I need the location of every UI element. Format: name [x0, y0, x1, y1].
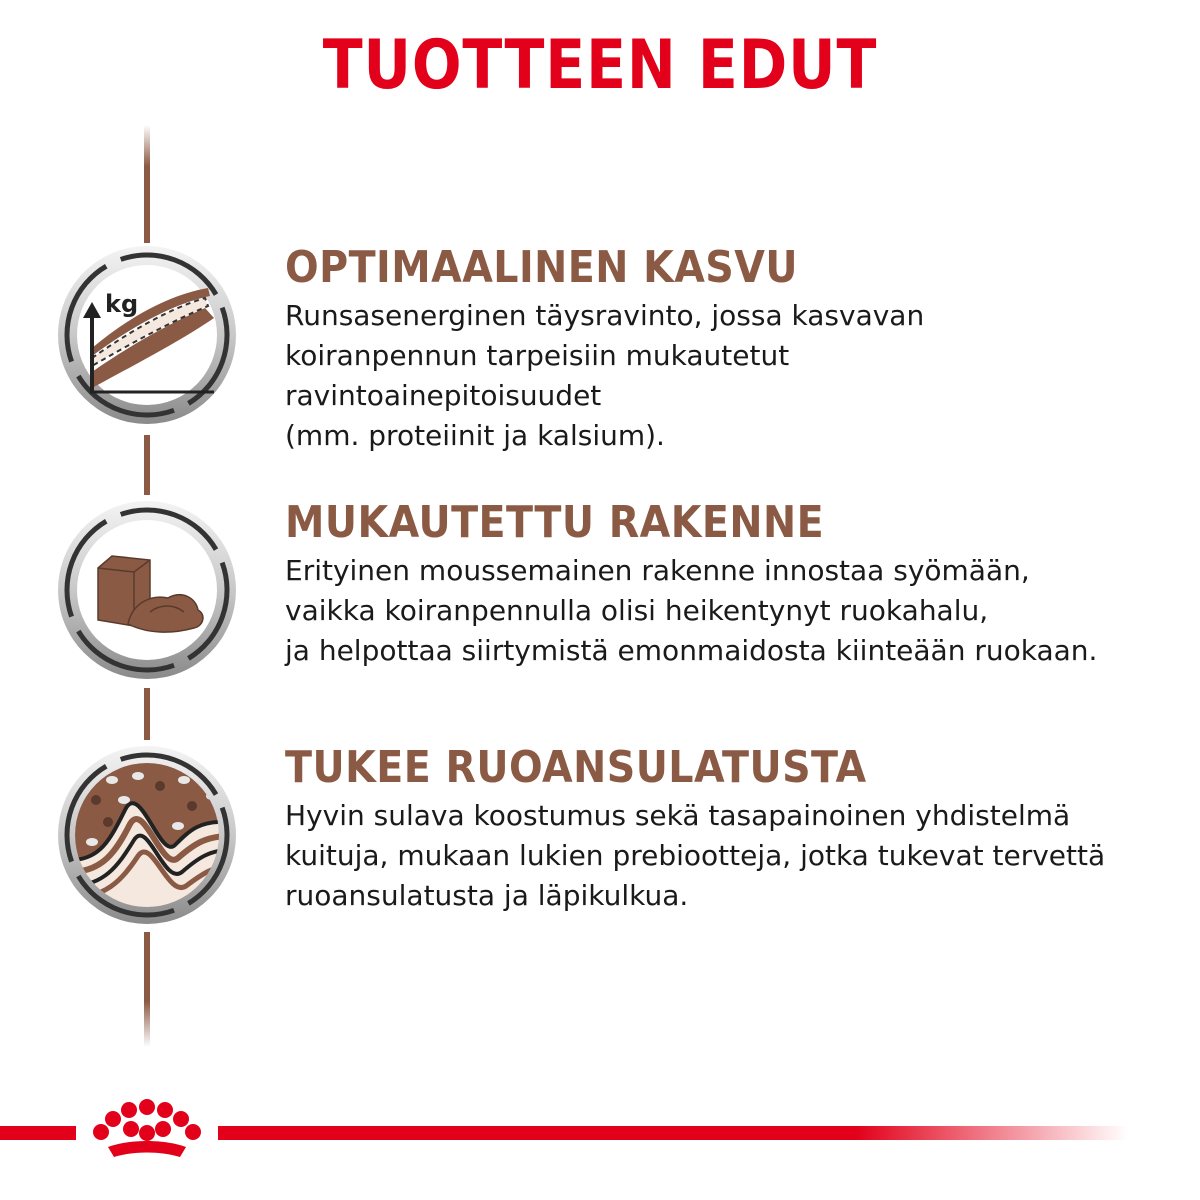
- timeline: [0, 0, 300, 1060]
- timeline-segment: [144, 125, 150, 243]
- benefit-description-line: ravintoainepitoisuudet: [285, 379, 602, 412]
- benefit-description: [285, 296, 1185, 456]
- benefit-optimal-growth: [285, 240, 1185, 456]
- benefit-digestion-support: [285, 740, 1185, 916]
- timeline-segment: [144, 932, 150, 1047]
- footer-brand-bar: [0, 1085, 1200, 1175]
- benefit-description-line: (mm. proteiinit ja kalsium).: [285, 419, 665, 452]
- benefit-description: [285, 796, 1185, 916]
- mousse-texture-icon: [44, 487, 249, 692]
- footer-line-right: [218, 1126, 1128, 1140]
- benefit-description-line: koiranpennun tarpeisiin mukautetut: [285, 339, 790, 372]
- benefit-description: [285, 551, 1185, 671]
- benefit-description-line: ruoansulatusta ja läpikulkua.: [285, 879, 689, 912]
- benefit-description-line: Runsasenerginen täysravinto, jossa kasvavan: [285, 299, 925, 332]
- timeline-segment: [144, 435, 150, 495]
- benefit-description-line: Erityinen moussemainen rakenne innostaa syömään,: [285, 554, 1030, 587]
- benefit-description-line: ja helpottaa siirtymistä emonmaidosta kiinteään ruokaan.: [285, 634, 1098, 667]
- timeline-segment: [144, 688, 150, 740]
- benefit-adapted-texture: [285, 495, 1185, 671]
- benefit-title: TUKEE RUOANSULATUSTA: [285, 742, 867, 793]
- benefit-description-line: kuituja, mukaan lukien prebiootteja, jotka tukevat tervettä: [285, 839, 1106, 872]
- benefit-description-line: vaikka koiranpennulla olisi heikentynyt ruokahalu,: [285, 594, 989, 627]
- footer-line-left: [0, 1126, 76, 1140]
- benefit-title: MUKAUTETTU RAKENNE: [285, 497, 825, 548]
- kg-label: kg: [105, 290, 139, 318]
- royal-canin-crown-icon: [93, 1099, 201, 1157]
- digestion-icon: [44, 732, 249, 937]
- page-title: TUOTTEEN EDUT: [322, 26, 878, 105]
- weight-growth-icon: [44, 232, 249, 437]
- benefit-title: OPTIMAALINEN KASVU: [285, 242, 798, 293]
- benefit-description-line: Hyvin sulava koostumus sekä tasapainoinen yhdistelmä: [285, 799, 1071, 832]
